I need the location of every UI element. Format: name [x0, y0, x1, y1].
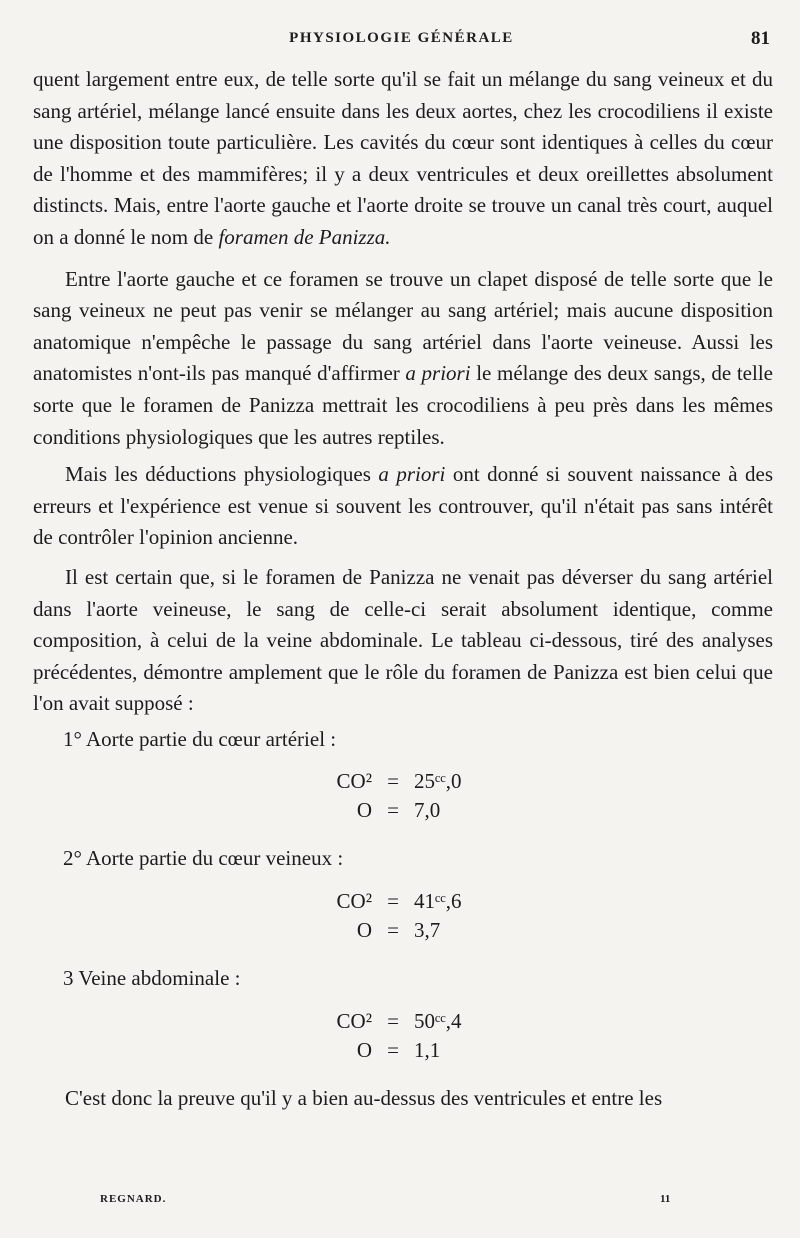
formula-block: [33, 767, 773, 825]
term-italic: foramen de Panizza.: [218, 224, 391, 249]
term-italic: a priori: [378, 462, 446, 487]
paragraph-text: le mélange des deux sangs, de telle sorte que le foramen de Panizza mettrait les crocodiliens à peu près dans les mêmes conditions physiologiques que les autres reptiles.: [33, 361, 773, 449]
formula-symbol: CO²: [336, 1008, 372, 1033]
paragraph: [33, 64, 773, 254]
equals-sign: =: [387, 769, 399, 794]
paragraph: [33, 459, 773, 554]
formula-value: 41ᶜᶜ,6: [414, 889, 462, 914]
measurement-label: 1° Aorte partie du cœur artériel :: [63, 726, 337, 751]
body-text: [33, 64, 773, 1114]
paragraph: [33, 264, 773, 454]
formula-value: 25ᶜᶜ,0: [414, 769, 462, 794]
equals-sign: =: [387, 1037, 399, 1062]
paragraph-text: Mais les déductions physiologiques: [65, 462, 379, 487]
formula-value: 50ᶜᶜ,4: [414, 1008, 462, 1033]
formula-block: [33, 887, 773, 945]
formula-block: [33, 1007, 773, 1065]
formula-line: [33, 1036, 773, 1065]
paragraph-text: ont donné si souvent naissance à des erreurs et l'expérience est venue si souvent les controuver, qu'il n'était pas sans intérêt de contrôler l'opinion ancienne.: [33, 462, 773, 550]
equals-sign: =: [387, 798, 399, 823]
equals-sign: =: [387, 1008, 399, 1033]
paragraph: C'est donc la preuve qu'il y a bien au-dessus des ventricules et entre les: [65, 1085, 663, 1110]
equals-sign: =: [387, 889, 399, 914]
formula-symbol: CO²: [336, 889, 372, 914]
measurement-label: 2° Aorte partie du cœur veineux :: [63, 846, 344, 871]
paragraph: Il est certain que, si le foramen de Panizza ne venait pas déverser du sang artériel dans l'aorte veineuse, le sang de celle-ci serait absolument identique, comme composition, à celui de la veine abdominale. Le tableau ci-dessous, tiré des analyses précédentes, démontre amplement que le rôle du foramen de Panizza est bien celui que l'on avait supposé :: [33, 564, 773, 716]
running-title: PHYSIOLOGIE GÉNÉRALE: [289, 30, 514, 46]
paragraph-text: Entre l'aorte gauche et ce foramen se trouve un clapet disposé de telle sorte que le sang veineux ne peut pas venir se mélanger au sang artériel; mais aucune disposition anatomique n'empêche le passage du sang artériel dans l'aorte veineuse. Aussi les anatomistes n'ont-ils pas manqué d'affirmer: [33, 266, 773, 386]
formula-line: [33, 1007, 773, 1036]
equals-sign: =: [387, 918, 399, 943]
formula-symbol: CO²: [336, 769, 372, 794]
formula-line: [33, 887, 773, 916]
formula-value: 7,0: [414, 798, 441, 823]
formula-line: [33, 916, 773, 945]
paragraph-text: quent largement entre eux, de telle sorte qu'il se fait un mélange du sang veineux et du sang artériel, mélange lancé ensuite dans les deux aortes, chez les crocodiliens il existe une disposition toute particulière. Les cavités du cœur sont identiques à celles du cœur de l'homme et des mammifères; il y a deux ventricules et deux oreillettes absolument distincts. Mais, entre l'aorte gauche et l'aorte droite se trouve un canal très court, auquel on a donné le nom de: [33, 67, 773, 249]
formula-symbol: O: [356, 798, 372, 823]
page-number: 81: [751, 28, 770, 49]
formula-value: 1,1: [414, 1037, 441, 1062]
formula-value: 3,7: [414, 918, 441, 943]
formula-line: [33, 767, 773, 796]
footer-author: REGNARD.: [100, 1193, 167, 1205]
page-footer: [100, 1193, 700, 1213]
signature-mark: 11: [660, 1193, 671, 1205]
formula-symbol: O: [356, 918, 372, 943]
measurement-label: 3 Veine abdominale :: [63, 966, 241, 991]
formula-line: [33, 796, 773, 825]
page-header: [33, 30, 770, 54]
formula-symbol: O: [356, 1037, 372, 1062]
term-italic: a priori: [405, 361, 471, 386]
